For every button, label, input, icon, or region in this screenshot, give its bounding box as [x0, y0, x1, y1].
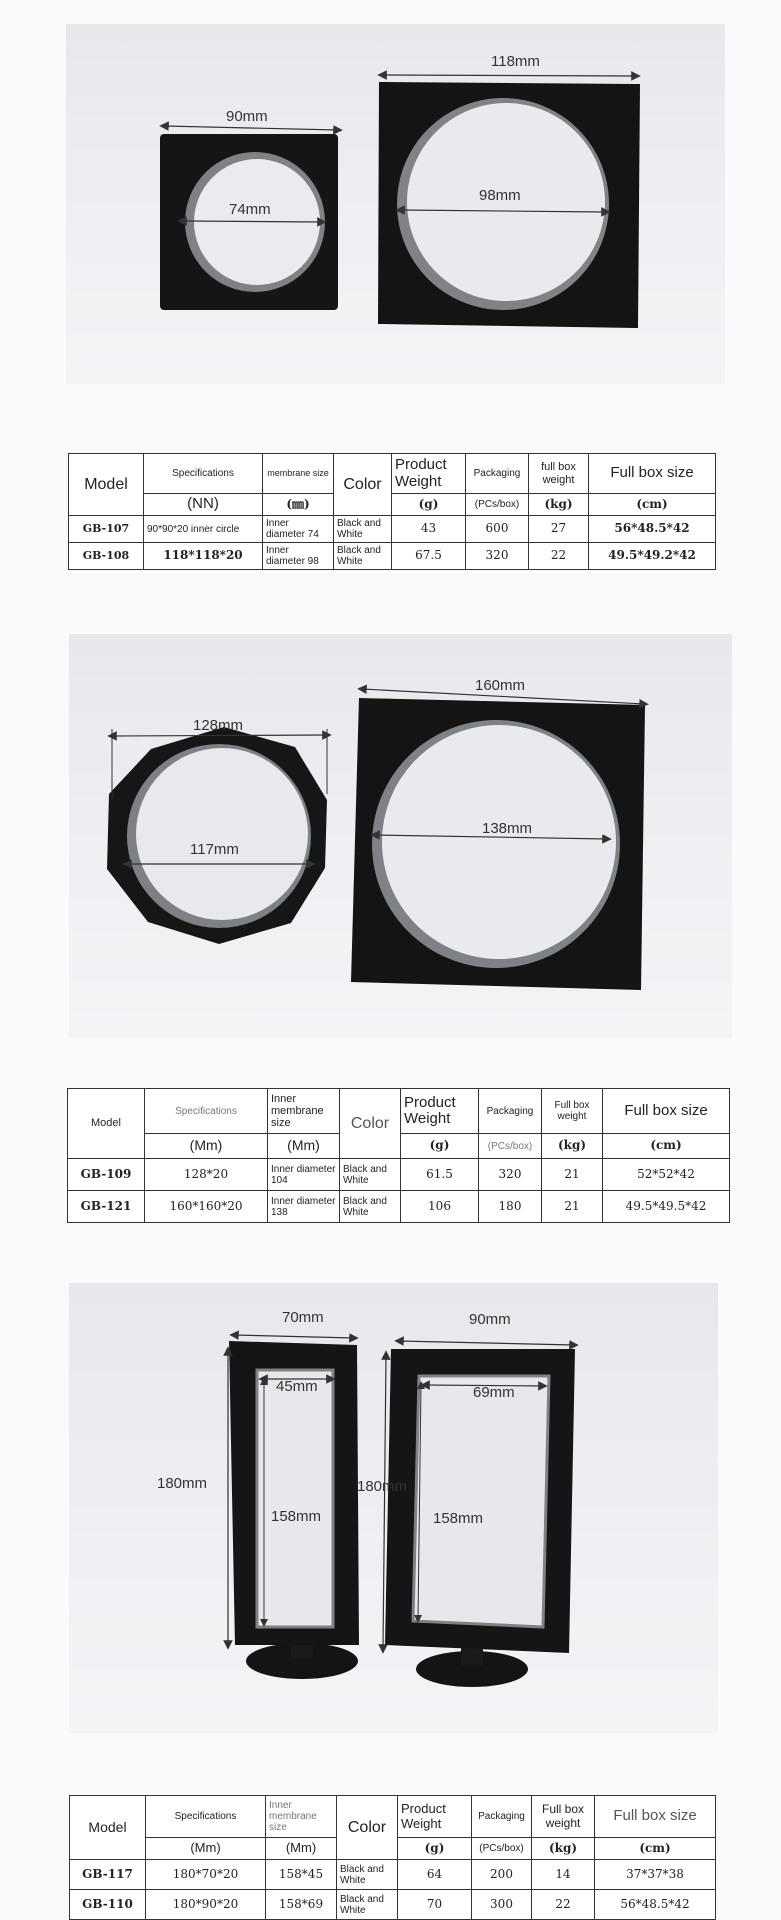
spec-table-1 [68, 453, 716, 570]
cell-spec: 118*118*20 [144, 543, 263, 570]
header-packaging: Packaging [472, 1796, 532, 1838]
cell-weight: 67.5 [392, 543, 466, 570]
cell-color: Black and White [340, 1159, 401, 1191]
table-row [70, 1890, 716, 1920]
unit-weight: (g) [398, 1838, 472, 1860]
frames-illustration-2 [69, 634, 732, 1038]
header-color: Color [337, 1796, 398, 1860]
cell-model: GB-117 [70, 1860, 146, 1890]
header-membrane: Inner membrane size [266, 1796, 337, 1838]
unit-box-weight: (kg) [542, 1134, 603, 1159]
unit-packaging: (PCs/box) [479, 1134, 542, 1159]
cell-packaging: 320 [479, 1159, 542, 1191]
spec-table-2 [67, 1088, 730, 1223]
cell-box-weight: 22 [532, 1890, 595, 1920]
cell-model: GB-110 [70, 1890, 146, 1920]
header-product-weight: Product Weight [398, 1796, 472, 1838]
cell-membrane: 158*45 [266, 1860, 337, 1890]
dim-diameter-octagon: 117mm [190, 841, 239, 858]
dim-diameter-small: 74mm [229, 201, 271, 218]
header-model: Model [70, 1796, 146, 1860]
header-full-box-weight: Full box weight [542, 1089, 603, 1134]
table-row [68, 1159, 730, 1191]
cell-spec: 180*90*20 [146, 1890, 266, 1920]
header-full-box-size: Full box size [595, 1796, 716, 1838]
cell-weight: 64 [398, 1860, 472, 1890]
cell-color: Black and White [340, 1191, 401, 1223]
dim-diameter-large: 98mm [479, 187, 521, 204]
cell-box-size: 52*52*42 [603, 1159, 730, 1191]
table-row [70, 1860, 716, 1890]
unit-packaging: (PCs/box) [466, 494, 529, 516]
unit-spec: (NN) [144, 494, 263, 516]
cell-packaging: 600 [466, 516, 529, 543]
cell-model: GB-107 [69, 516, 144, 543]
cell-color: Black and White [337, 1860, 398, 1890]
dim-width-octagon: 128mm [193, 717, 244, 734]
dim-inner-width-wide: 69mm [473, 1384, 515, 1401]
frames-illustration-3 [69, 1283, 718, 1733]
dim-height-narrow: 180mm [157, 1475, 208, 1492]
header-membrane: Inner membrane size [268, 1089, 340, 1134]
table-row [69, 516, 716, 543]
cell-weight: 70 [398, 1890, 472, 1920]
large-square-frame [378, 82, 640, 328]
cell-packaging: 300 [472, 1890, 532, 1920]
dim-height-wide: 180mm [357, 1478, 408, 1495]
header-model: Model [69, 454, 144, 516]
cell-color: Black and White [334, 516, 392, 543]
cell-box-size: 49.5*49.2*42 [589, 543, 716, 570]
dim-width-narrow: 70mm [282, 1309, 324, 1326]
header-specifications: Specifications [145, 1089, 268, 1134]
dim-width-large: 118mm [491, 53, 540, 70]
header-full-box-weight: full box weight [529, 454, 589, 494]
cell-box-weight: 21 [542, 1191, 603, 1223]
header-model: Model [68, 1089, 145, 1159]
header-full-box-weight: Full box weight [532, 1796, 595, 1838]
unit-box-weight: (kg) [532, 1838, 595, 1860]
unit-box-weight: (kg) [529, 494, 589, 516]
octagon-frame [107, 727, 327, 944]
spec-table-3 [69, 1795, 716, 1920]
cell-box-size: 56*48.5*42 [595, 1890, 716, 1920]
cell-spec: 128*20 [145, 1159, 268, 1191]
cell-spec: 90*90*20 inner circle [144, 516, 263, 543]
cell-weight: 61.5 [401, 1159, 479, 1191]
dim-width-small: 90mm [226, 108, 268, 125]
cell-box-size: 56*48.5*42 [589, 516, 716, 543]
frames-illustration-1 [66, 24, 725, 384]
dim-inner-height-wide: 158mm [433, 1510, 484, 1527]
cell-box-weight: 27 [529, 516, 589, 543]
unit-membrane: (Mm) [268, 1134, 340, 1159]
cell-packaging: 200 [472, 1860, 532, 1890]
dim-inner-height-narrow: 158mm [271, 1508, 322, 1525]
header-full-box-size: Full box size [603, 1089, 730, 1134]
cell-membrane: Inner diameter 98 [263, 543, 334, 570]
cell-model: GB-109 [68, 1159, 145, 1191]
cell-box-size: 37*37*38 [595, 1860, 716, 1890]
unit-weight: (g) [401, 1134, 479, 1159]
product-photo-octagon-square [69, 634, 732, 1038]
dim-inner-width-narrow: 45mm [276, 1378, 318, 1395]
cell-weight: 106 [401, 1191, 479, 1223]
header-specifications: Specifications [144, 454, 263, 494]
header-packaging: Packaging [466, 454, 529, 494]
unit-packaging: (PCs/box) [472, 1838, 532, 1860]
dim-width-square: 160mm [475, 677, 526, 694]
table-row [69, 543, 716, 570]
unit-spec: (Mm) [145, 1134, 268, 1159]
cell-membrane: Inner diameter 74 [263, 516, 334, 543]
cell-spec: 160*160*20 [145, 1191, 268, 1223]
header-color: Color [340, 1089, 401, 1159]
product-photo-round-frames [66, 24, 725, 384]
header-specifications: Specifications [146, 1796, 266, 1838]
unit-spec: (Mm) [146, 1838, 266, 1860]
unit-box-size: (cm) [603, 1134, 730, 1159]
header-membrane: membrane size [263, 454, 334, 494]
unit-membrane: (Mm) [266, 1838, 337, 1860]
large-square-frame-2 [351, 698, 645, 990]
cell-weight: 43 [392, 516, 466, 543]
dim-diameter-square: 138mm [482, 820, 533, 837]
header-color: Color [334, 454, 392, 516]
cell-packaging: 180 [479, 1191, 542, 1223]
cell-box-weight: 22 [529, 543, 589, 570]
cell-color: Black and White [334, 543, 392, 570]
cell-box-weight: 14 [532, 1860, 595, 1890]
cell-color: Black and White [337, 1890, 398, 1920]
cell-membrane: 158*69 [266, 1890, 337, 1920]
product-photo-rectangle-stands [69, 1283, 718, 1733]
table-row [68, 1191, 730, 1223]
unit-box-size: (cm) [589, 494, 716, 516]
cell-box-size: 49.5*49.5*42 [603, 1191, 730, 1223]
unit-weight: (g) [392, 494, 466, 516]
cell-packaging: 320 [466, 543, 529, 570]
unit-membrane: (㎜) [263, 494, 334, 516]
header-full-box-size: Full box size [589, 454, 716, 494]
cell-model: GB-121 [68, 1191, 145, 1223]
cell-membrane: Inner diameter 138 [268, 1191, 340, 1223]
header-product-weight: Product Weight [401, 1089, 479, 1134]
dim-width-wide: 90mm [469, 1311, 511, 1328]
cell-model: GB-108 [69, 543, 144, 570]
cell-spec: 180*70*20 [146, 1860, 266, 1890]
cell-membrane: Inner diameter 104 [268, 1159, 340, 1191]
header-product-weight: Product Weight [392, 454, 466, 494]
unit-box-size: (cm) [595, 1838, 716, 1860]
header-packaging: Packaging [479, 1089, 542, 1134]
cell-box-weight: 21 [542, 1159, 603, 1191]
